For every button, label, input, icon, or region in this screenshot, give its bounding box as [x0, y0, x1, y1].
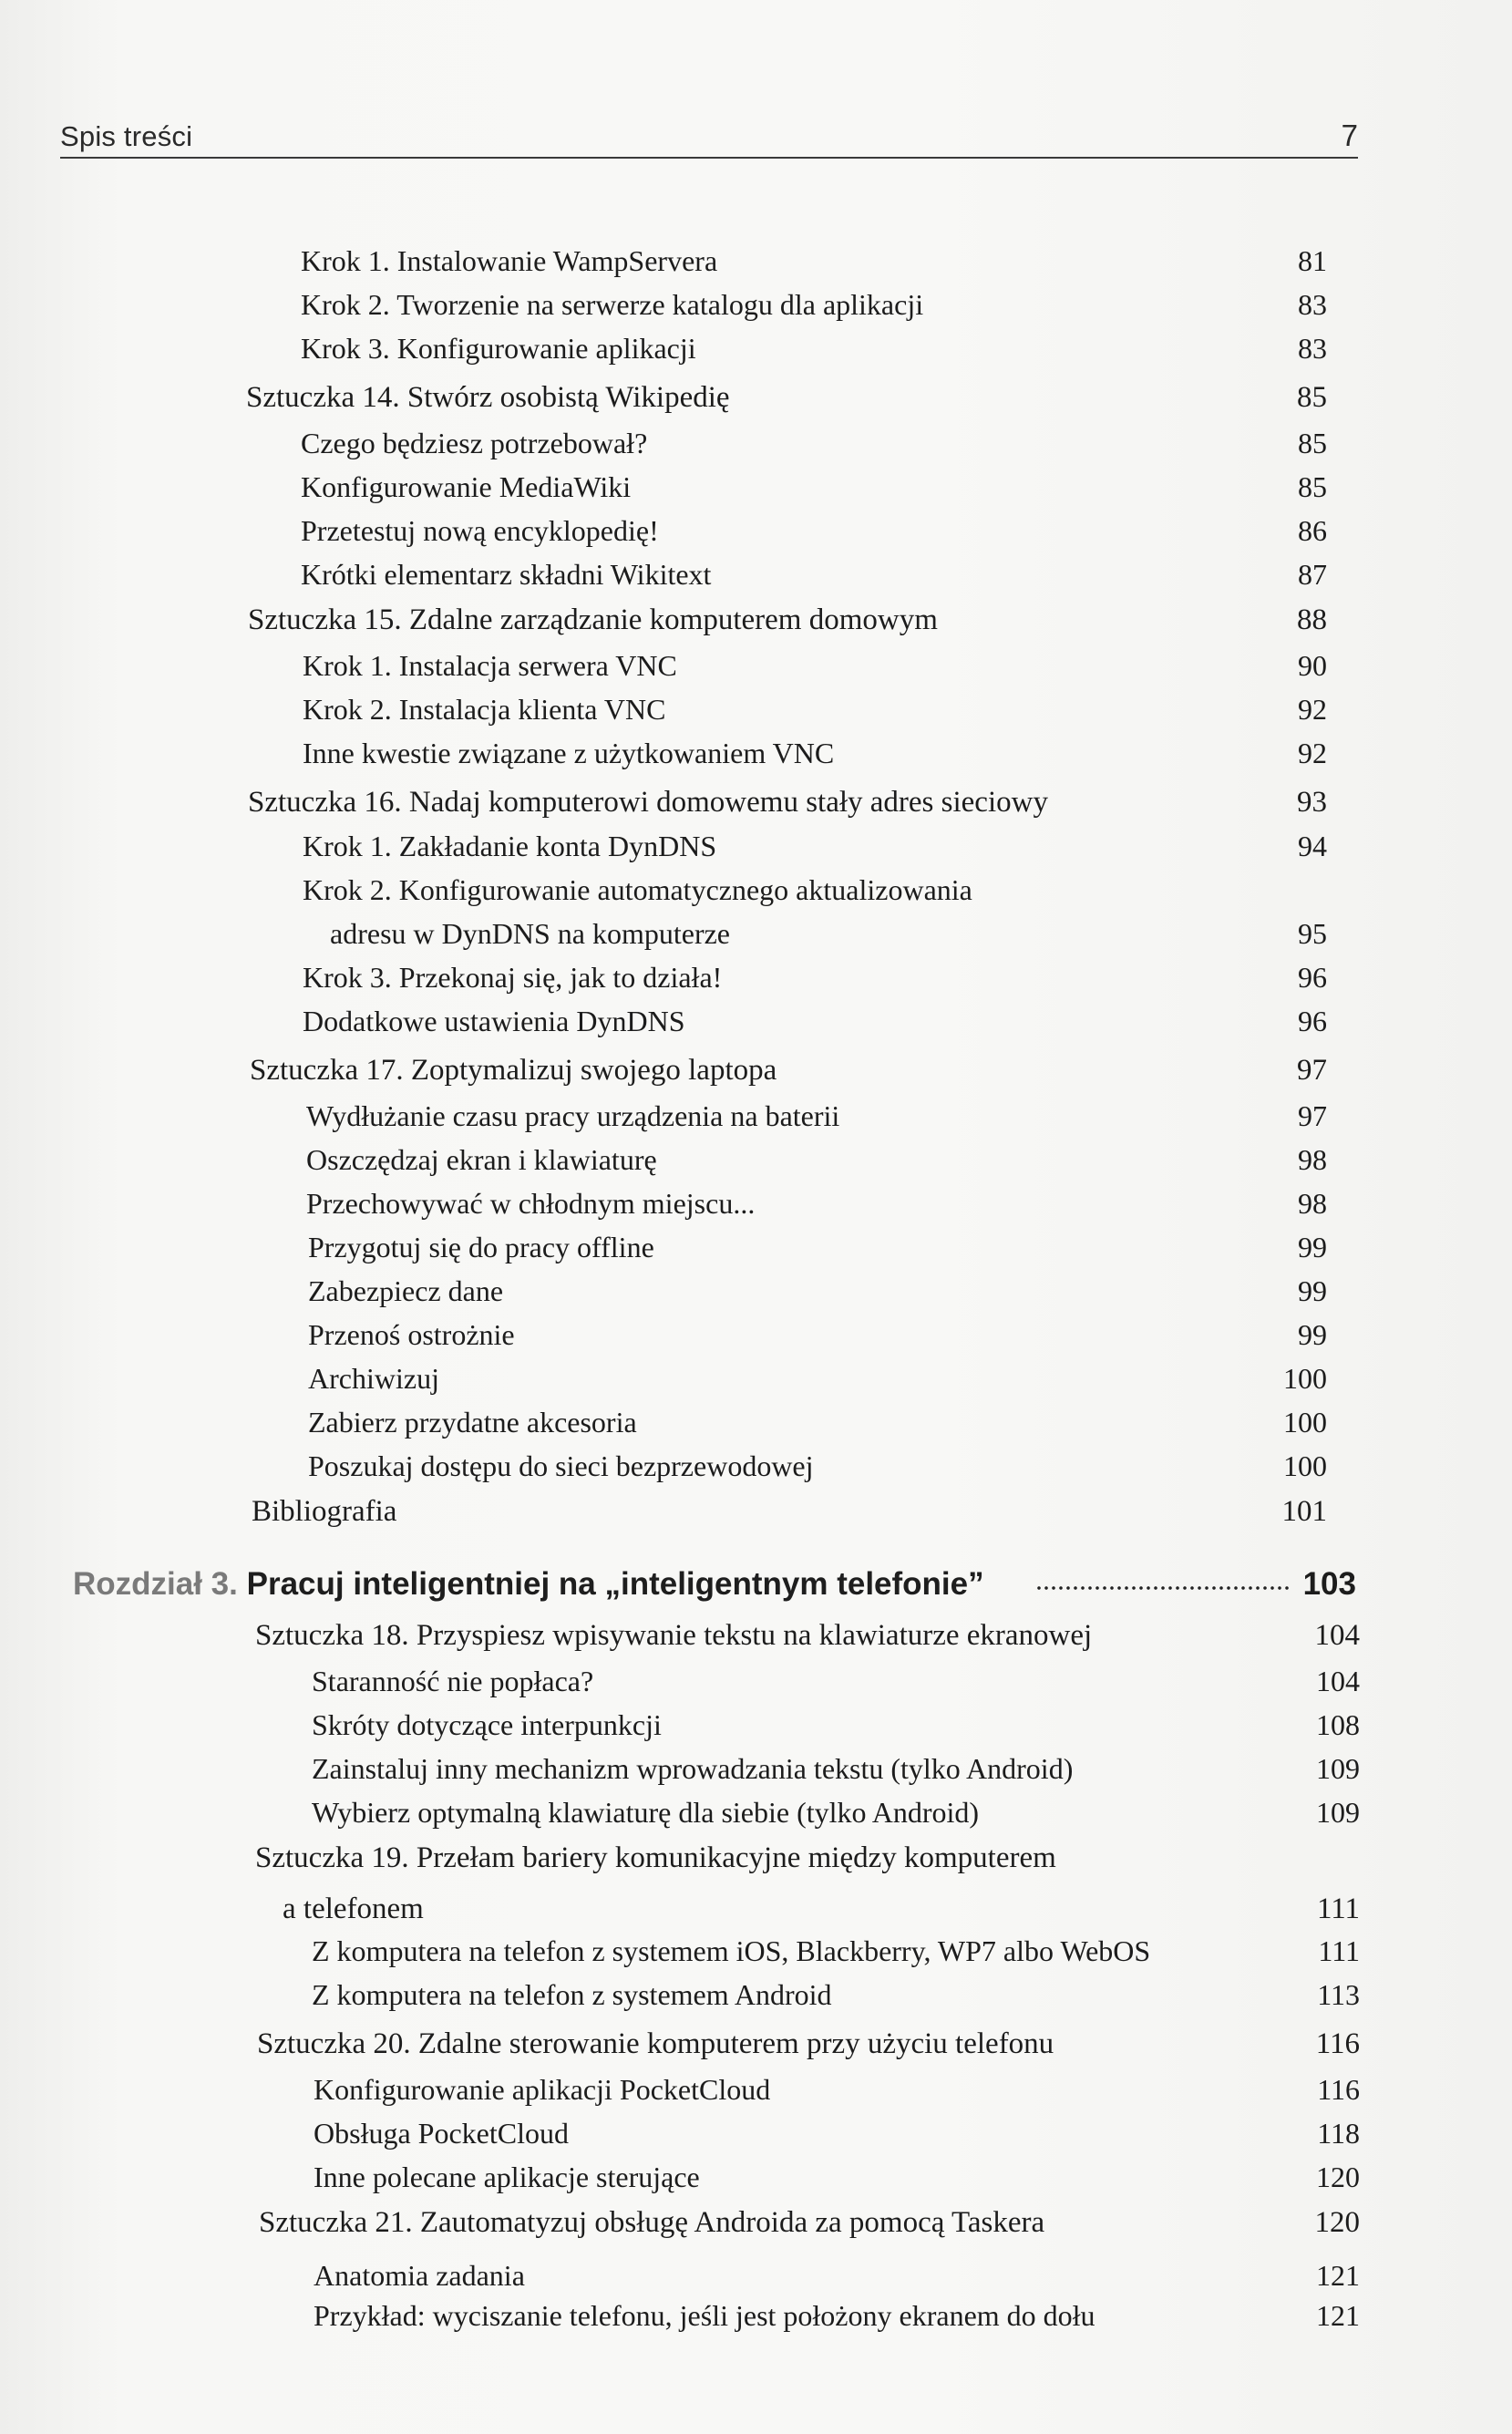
toc-entry-page: 97: [1298, 1099, 1327, 1132]
toc-entry-title: Zabezpiecz dane: [308, 1274, 504, 1307]
toc-entry: [0, 1054, 1327, 1092]
toc-entry-page: 94: [1298, 830, 1327, 862]
toc-entry-page: 111: [1318, 1934, 1360, 1967]
toc-entry: [0, 1231, 1327, 1267]
toc-entry: [0, 288, 1327, 325]
toc-entry: [0, 2206, 1360, 2244]
toc-entry-page: 83: [1298, 332, 1327, 365]
toc-entry: [0, 693, 1327, 729]
toc-entry-page: 90: [1298, 649, 1327, 682]
toc-entry-title: Dodatkowe ustawienia DynDNS: [303, 1005, 685, 1037]
toc-chapter-title: [73, 1566, 984, 1603]
toc-entry-page: 85: [1298, 427, 1327, 459]
toc-entry: [0, 917, 1327, 954]
toc-entry-title: Inne polecane aplikacje sterujące: [314, 2161, 700, 2193]
toc-entry-page: 92: [1298, 693, 1327, 726]
toc-entry-title: Obsługa PocketCloud: [314, 2117, 569, 2150]
toc-entry-page: 86: [1298, 514, 1327, 547]
toc-entry: [0, 961, 1327, 997]
toc-entry-title: Przygotuj się do pracy offline: [308, 1231, 654, 1263]
toc-entry-title: Krok 2. Konfigurowanie automatycznego aktualizowania: [303, 873, 972, 906]
toc-entry-page: 118: [1317, 2117, 1360, 2150]
toc-entry: [0, 1708, 1360, 1745]
toc-entry: [0, 2259, 1360, 2295]
toc-entry-title: Krok 1. Instalowanie WampServera: [301, 244, 718, 277]
toc-entry-page: 111: [1316, 1893, 1360, 1925]
toc-entry-page: 100: [1283, 1362, 1327, 1395]
toc-entry-page: 108: [1316, 1708, 1360, 1741]
toc-entry: [0, 1978, 1360, 2015]
toc-entry-page: 104: [1314, 1619, 1360, 1652]
toc-entry-title: Czego będziesz potrzebował?: [301, 427, 648, 459]
toc-entry: [0, 381, 1327, 419]
toc-entry-page: 88: [1297, 603, 1327, 636]
toc-entry-title: Sztuczka 19. Przełam bariery komunikacyjne między komputerem: [255, 1841, 1056, 1874]
toc-entry: [0, 1619, 1360, 1657]
toc-entry-title: Krok 3. Konfigurowanie aplikacji: [301, 332, 696, 365]
toc-entry-page: 120: [1314, 2206, 1360, 2239]
toc-entry: [0, 2299, 1360, 2336]
chapter-label: Rozdział 3.: [73, 1566, 238, 1602]
toc-entry-title: Sztuczka 14. Stwórz osobistą Wikipedię: [246, 381, 730, 414]
toc-entry: [0, 649, 1327, 686]
toc-entry-page: 116: [1315, 2027, 1360, 2060]
toc-entry: [0, 1665, 1360, 1701]
toc-entry-page: 85: [1298, 470, 1327, 503]
toc-entry-title: Sztuczka 15. Zdalne zarządzanie komputerem domowym: [248, 603, 938, 636]
toc-entry-title: Poszukaj dostępu do sieci bezprzewodowej: [308, 1449, 814, 1482]
dot-leader: [1035, 1586, 1289, 1590]
toc-entry-page: 113: [1317, 1978, 1360, 2011]
toc-entry: [0, 786, 1327, 824]
toc-entry-page: 101: [1281, 1495, 1327, 1528]
toc-entry-title: Sztuczka 21. Zautomatyzuj obsługę Androida za pomocą Taskera: [259, 2206, 1045, 2239]
toc-entry-page: 121: [1316, 2259, 1360, 2292]
toc-entry-title: adresu w DynDNS na komputerze: [330, 917, 730, 950]
toc-entry-title: Inne kwestie związane z użytkowaniem VNC: [303, 737, 835, 769]
header-title: Spis treści: [60, 120, 193, 152]
toc-entry: [0, 1449, 1327, 1486]
toc-entry: [0, 1841, 1360, 1880]
toc-entry-title: Przykład: wyciszanie telefonu, jeśli jest położony ekranem do dołu: [314, 2299, 1095, 2332]
toc-chapter-page: 103: [1302, 1566, 1356, 1602]
toc-entry-page: 92: [1298, 737, 1327, 769]
toc-entry-page: 98: [1298, 1187, 1327, 1220]
toc-entry: [0, 332, 1327, 368]
toc-entry-title: Skróty dotyczące interpunkcji: [312, 1708, 662, 1741]
toc-entry-title: Konfigurowanie MediaWiki: [301, 470, 632, 503]
toc-entry-title: Z komputera na telefon z systemem Android: [312, 1978, 832, 2011]
toc-entry: [0, 1318, 1327, 1355]
toc-entry-title: Sztuczka 16. Nadaj komputerowi domowemu stały adres sieciowy: [248, 786, 1048, 819]
toc-entry-title: Staranność nie popłaca?: [312, 1665, 594, 1697]
toc-entry: [0, 603, 1327, 642]
toc-entry-title: Wybierz optymalną klawiaturę dla siebie (tylko Android): [312, 1796, 980, 1829]
toc-entry: [0, 1187, 1327, 1223]
toc-entry-title: Zabierz przydatne akcesoria: [308, 1406, 637, 1439]
toc-entry-page: 99: [1298, 1318, 1327, 1351]
toc-entry-page: 109: [1316, 1752, 1360, 1785]
toc-entry-title: Krok 1. Instalacja serwera VNC: [303, 649, 677, 682]
toc-entry-title: Wydłużanie czasu pracy urządzenia na baterii: [306, 1099, 840, 1132]
toc-entry: [0, 1934, 1360, 1971]
toc-entry-page: 100: [1283, 1449, 1327, 1482]
toc-entry-page: 116: [1317, 2073, 1360, 2106]
toc-entry-title: Anatomia zadania: [314, 2259, 525, 2292]
toc-entry: [0, 1752, 1360, 1789]
toc-entry: [0, 2161, 1360, 2197]
toc-entry-title: Przetestuj nową encyklopedię!: [301, 514, 659, 547]
toc-entry-title: Przenoś ostrożnie: [308, 1318, 515, 1351]
toc-entry-title: Przechowywać w chłodnym miejscu...: [306, 1187, 756, 1220]
toc-entry: [0, 1362, 1327, 1398]
chapter-title: Pracuj inteligentniej na „inteligentnym telefonie”: [246, 1566, 984, 1602]
toc-chapter-entry: [0, 1566, 1356, 1608]
toc-entry: [0, 558, 1327, 594]
toc-entry-title: Archiwizuj: [308, 1362, 439, 1395]
toc-entry-page: 85: [1297, 381, 1327, 414]
toc-entry-page: 93: [1297, 786, 1327, 819]
toc-entry-page: 95: [1298, 917, 1327, 950]
header-page-number: 7: [1341, 119, 1358, 152]
toc-entry-page: 120: [1316, 2161, 1360, 2193]
toc-entry: [0, 1005, 1327, 1041]
toc-entry-page: 83: [1298, 288, 1327, 321]
toc-entry: [0, 470, 1327, 507]
toc-entry-title: Konfigurowanie aplikacji PocketCloud: [314, 2073, 771, 2106]
toc-entry-page: 99: [1298, 1274, 1327, 1307]
toc-entry: [0, 1099, 1327, 1136]
toc-entry-title: Krok 2. Instalacja klienta VNC: [303, 693, 666, 726]
toc-entry-title: Oszczędzaj ekran i klawiaturę: [306, 1143, 657, 1176]
toc-entry-title: Sztuczka 20. Zdalne sterowanie komputerem przy użyciu telefonu: [257, 2027, 1054, 2060]
toc-entry-page: 81: [1298, 244, 1327, 277]
toc-entry-title: Krok 2. Tworzenie na serwerze katalogu dla aplikacji: [301, 288, 924, 321]
toc-entry: [0, 2117, 1360, 2153]
toc-entry: [0, 514, 1327, 551]
toc-entry-title: Zainstaluj inny mechanizm wprowadzania tekstu (tylko Android): [312, 1752, 1074, 1785]
toc-entry: [0, 830, 1327, 866]
toc-entry-page: 99: [1298, 1231, 1327, 1263]
toc-entry-title: Bibliografia: [252, 1495, 397, 1528]
toc-entry: [0, 2027, 1360, 2066]
toc-entry-page: 87: [1298, 558, 1327, 591]
toc-entry: [0, 244, 1327, 281]
toc-entry-page: 121: [1316, 2299, 1360, 2332]
toc-entry: [0, 1796, 1360, 1832]
toc-entry-page: 96: [1298, 1005, 1327, 1037]
toc-entry: [0, 1274, 1327, 1311]
toc-entry-title: Krok 1. Zakładanie konta DynDNS: [303, 830, 717, 862]
toc-entry-page: 97: [1297, 1054, 1327, 1087]
toc-entry: [0, 427, 1327, 463]
toc-entry-page: 96: [1298, 961, 1327, 994]
toc-entry-title: a telefonem: [283, 1893, 424, 1925]
toc-entry-page: 104: [1316, 1665, 1360, 1697]
toc-entry: [0, 1143, 1327, 1180]
toc-entry-title: Sztuczka 17. Zoptymalizuj swojego laptopa: [250, 1054, 777, 1087]
toc-entry: [0, 1893, 1360, 1931]
toc-entry: [0, 737, 1327, 773]
toc-entry: [0, 873, 1327, 910]
toc-entry: [0, 1406, 1327, 1442]
toc-entry-title: Krok 3. Przekonaj się, jak to działa!: [303, 961, 723, 994]
toc-entry-title: Z komputera na telefon z systemem iOS, Blackberry, WP7 albo WebOS: [312, 1934, 1151, 1967]
toc-entry: [0, 2073, 1360, 2109]
toc-entry-page: 98: [1298, 1143, 1327, 1176]
toc-entry: [0, 1495, 1327, 1533]
toc-entry-page: 109: [1316, 1796, 1360, 1829]
toc-entry-title: Krótki elementarz składni Wikitext: [301, 558, 712, 591]
toc-entry-title: Sztuczka 18. Przyspiesz wpisywanie tekstu na klawiaturze ekranowej: [255, 1619, 1093, 1652]
toc-entry-page: 100: [1283, 1406, 1327, 1439]
